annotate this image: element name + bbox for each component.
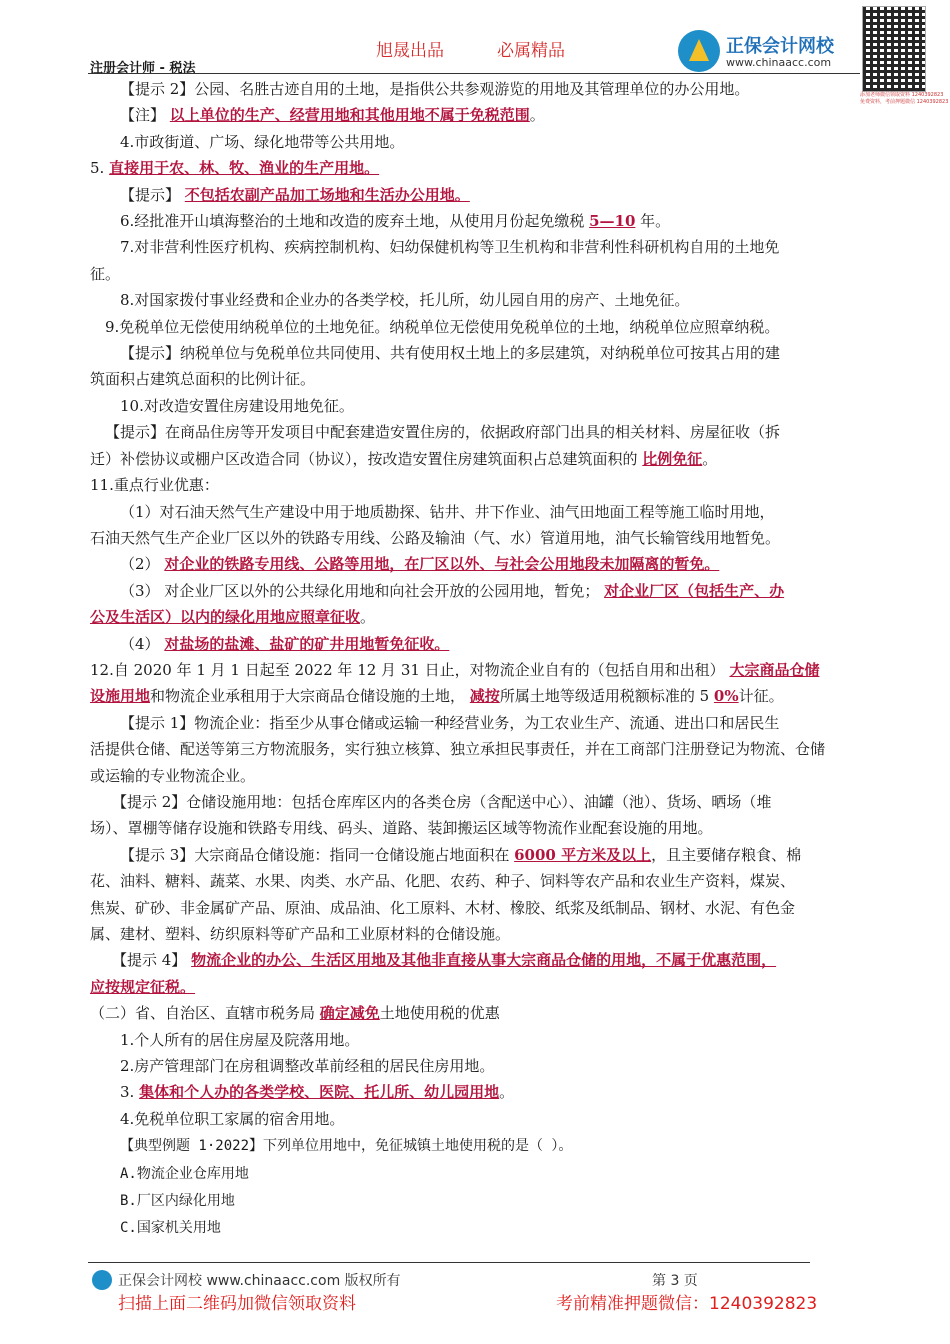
highlighted-text: 集体和个人办的各类学校、医院、托儿所、幼儿园用地: [139, 1083, 500, 1102]
text-segment: 6.经批准开山填海整治的土地和改造的废弃土地，从使用月份起免缴税: [120, 212, 590, 231]
text-segment: 或运输的专业物流企业。: [90, 766, 256, 785]
text-line: [90, 974, 862, 1000]
text-line: [90, 763, 862, 789]
text-segment: 土地使用税的优惠: [379, 1004, 500, 1023]
text-line: [90, 710, 862, 736]
text-line: [90, 895, 862, 921]
text-line: [90, 1106, 862, 1132]
text-segment: C.国家机关用地: [120, 1220, 221, 1237]
text-segment: 石油天然气生产企业厂区以外的铁路专用线、公路及输油（气、水）管道用地，油气长输管线用地暂免。: [90, 528, 781, 547]
highlighted-text: 应按规定征税。: [90, 977, 196, 996]
logo-name: 正保会计网校: [726, 36, 834, 57]
logo-mark-icon: [678, 30, 720, 72]
text-segment: 迁）补偿协议或棚户区改造合同（协议），按改造安置住房建筑面积占总建筑面积的: [90, 449, 643, 468]
text-segment: 【提示 2】仓储设施用地：包括仓库库区内的各类仓房（含配送中心）、油罐（池）、货场、晒场（堆: [112, 792, 772, 811]
highlighted-text: 对企业的铁路专用线、公路等用地，在厂区以外、与社会公用地段未加隔离的暂免。: [164, 555, 720, 574]
text-segment: 【提示】: [120, 185, 185, 204]
text-line: [90, 419, 862, 445]
text-segment: 。: [702, 449, 718, 468]
text-line: [90, 1132, 862, 1159]
text-segment: 2.房产管理部门在房租调整改革前经租的居民住房用地。: [120, 1057, 495, 1076]
text-segment: 7.对非营利性医疗机构、疾病控制机构、妇幼保健机构等卫生机构和非营利性科研机构自用的土地免: [120, 238, 780, 257]
header-slogan-2: 必属精品: [497, 41, 565, 61]
text-line: [90, 261, 862, 287]
text-segment: 所属土地等级适用税额标准的 5: [499, 687, 714, 706]
text-segment: 征。: [90, 264, 121, 283]
text-line: [90, 499, 862, 525]
highlighted-text: 减按: [469, 687, 500, 706]
highlighted-text: 物流企业的办公、生活区用地及其他非直接从事大宗商品仓储的用地，不属于优惠范围，: [191, 951, 777, 970]
text-line: [90, 921, 862, 947]
text-segment: 场）、罩棚等储存设施和铁路专用线、码头、道路、装卸搬运区域等物流作业配套设施的用地。: [90, 819, 713, 838]
text-segment: 【提示 4】: [112, 951, 192, 970]
document-body: [90, 76, 862, 1242]
text-segment: A.物流企业仓库用地: [120, 1165, 249, 1182]
text-segment: 【典型例题 1·2022】下列单位用地中，免征城镇土地使用税的是（ ）。: [120, 1138, 573, 1155]
footer-divider: [88, 1262, 810, 1263]
text-line: [90, 76, 862, 102]
text-segment: （2）: [120, 555, 165, 574]
text-segment: （4）: [120, 634, 165, 653]
footer-promo-left: 扫描上面二维码加微信领取资料: [118, 1294, 356, 1314]
text-segment: （1）对石油天然气生产建设中用于地质勘探、钻井、井下作业、油气田地面工程等施工临时用地，: [120, 502, 775, 521]
text-segment: 花、油料、糖料、蔬菜、水果、肉类、水产品、化肥、农药、种子、饲料等农产品和农业生产资料，煤炭、: [90, 872, 796, 891]
text-segment: 11.重点行业优惠：: [90, 476, 219, 495]
text-segment: 1.个人所有的居住房屋及院落用地。: [120, 1030, 360, 1049]
qr-caption: [860, 92, 949, 106]
text-line: [90, 446, 862, 472]
highlighted-text: 6000 平方米及以上: [514, 845, 652, 864]
text-line: [90, 393, 862, 419]
text-segment: 5.: [90, 159, 110, 178]
highlighted-text: 对盐场的盐滩、盐矿的矿井用地暂免征收。: [164, 634, 450, 653]
highlighted-text: 5—10: [589, 212, 636, 231]
highlighted-text: 对企业厂区（包括生产、办: [604, 581, 785, 600]
qr-caption-line-1: 添加老师微信领取资料 1240392823: [860, 92, 944, 98]
text-line: [90, 947, 862, 973]
text-line: [90, 1187, 862, 1214]
text-line: [90, 287, 862, 313]
text-segment: 活提供仓储、配送等第三方物流服务，实行独立核算、独立承担民事责任，并在工商部门注册登记为物流、仓储: [90, 740, 826, 759]
qr-caption-line-2: 免费资料，考前押题微信 1240392823: [860, 99, 949, 105]
text-line: [90, 604, 862, 630]
text-line: [90, 155, 862, 181]
footer-promo-right: 考前精准押题微信：1240392823: [556, 1294, 818, 1314]
text-segment: 属、建材、塑料、纺织原料等矿产品和工业原材料的仓储设施。: [90, 925, 511, 943]
text-segment: 焦炭、矿砂、非金属矿产品、原油、成品油、化工原料、木材、橡胶、纸浆及纸制品、钢材、水泥、有色金: [90, 898, 796, 917]
text-segment: ，且主要储存粮食、棉: [651, 845, 802, 864]
footer-copyright: 正保会计网校 www.chinaacc.com 版权所有: [118, 1273, 401, 1289]
highlighted-text: 不包括农副产品加工场地和生活办公用地。: [184, 185, 470, 204]
text-segment: 3.: [120, 1083, 140, 1102]
text-segment: 。: [529, 106, 545, 125]
text-line: [90, 366, 862, 392]
text-segment: 12.自 2020 年 1 月 1 日起至 2022 年 12 月 31 日止，对物流企业自有的（包括自用和出租）: [90, 660, 730, 679]
text-segment: 8.对国家拨付事业经费和企业办的各类学校，托儿所，幼儿园自用的房产、土地免征。: [120, 291, 690, 310]
document-header-title: 注册会计师 - 税法: [90, 61, 196, 76]
text-segment: 【提示】在商品住房等开发项目中配套建造安置住房的，依据政府部门出具的相关材料、房屋征收（拆: [105, 423, 781, 442]
text-line: [90, 578, 862, 604]
text-segment: 和物流企业承租用于大宗商品仓储设施的土地，: [150, 687, 470, 706]
text-line: [90, 314, 862, 340]
text-line: [90, 815, 862, 841]
text-segment: 9.免税单位无偿使用纳税单位的土地免征。纳税单位无偿使用免税单位的土地，纳税单位应照章纳税。: [105, 317, 780, 336]
text-segment: 计征。: [738, 687, 784, 706]
footer-logo-icon: [92, 1270, 112, 1290]
text-segment: （3） 对企业厂区以外的公共绿化用地和向社会开放的公园用地，暂免；: [120, 581, 605, 600]
text-segment: 筑面积占建筑总面积的比例计征。: [90, 370, 316, 389]
text-segment: 。: [499, 1083, 515, 1102]
text-segment: 年。: [635, 212, 671, 231]
text-line: [90, 472, 862, 498]
text-segment: 。: [360, 608, 376, 627]
text-line: [90, 1214, 862, 1241]
text-line: [90, 1027, 862, 1053]
logo-url: www.chinaacc.com: [726, 56, 832, 69]
text-line: [90, 340, 862, 366]
text-segment: 【提示 2】公园、名胜古迹自用的土地，是指供公共参观游览的用地及其管理单位的办公用地。: [120, 80, 750, 98]
text-line: [90, 1000, 862, 1026]
text-segment: 【提示 3】大宗商品仓储设施：指同一仓储设施占地面积在: [120, 845, 515, 864]
text-line: [90, 1053, 862, 1079]
text-line: [90, 1160, 862, 1187]
highlighted-text: 设施用地: [90, 687, 151, 706]
text-line: [90, 789, 862, 815]
text-line: [90, 182, 862, 208]
text-line: [90, 736, 862, 762]
text-segment: （二）省、自治区、直辖市税务局: [90, 1004, 320, 1023]
text-line: [90, 1079, 862, 1105]
highlighted-text: 0%: [713, 687, 739, 706]
text-line: [90, 129, 862, 155]
text-line: [90, 208, 862, 234]
text-line: [90, 102, 862, 128]
text-line: [90, 551, 862, 577]
highlighted-text: 大宗商品仓储: [729, 660, 820, 679]
highlighted-text: 比例免征: [642, 449, 703, 468]
highlighted-text: 公及生活区）以内的绿化用地应照章征收: [90, 608, 361, 627]
header-slogan-1: 旭晟出品: [376, 41, 444, 61]
text-segment: 【提示 1】物流企业：指至少从事仓储或运输一种经营业务，为工农业生产、流通、进出口和居民生: [120, 713, 780, 732]
text-line: [90, 868, 862, 894]
text-line: [90, 657, 862, 683]
text-line: [90, 842, 862, 868]
page-number: 第 3 页: [652, 1273, 698, 1289]
qr-code-icon: [862, 6, 926, 92]
highlighted-text: 以上单位的生产、经营用地和其他用地不属于免税范围: [169, 106, 530, 125]
text-line: [90, 525, 862, 551]
text-segment: 10.对改造安置住房建设用地免征。: [120, 396, 354, 415]
text-line: [90, 234, 862, 260]
highlighted-text: 确定减免: [319, 1004, 380, 1023]
text-segment: 【注】: [120, 106, 170, 125]
text-segment: 4.免税单位职工家属的宿舍用地。: [120, 1109, 345, 1128]
text-line: [90, 631, 862, 657]
highlighted-text: 直接用于农、林、牧、渔业的生产用地。: [109, 159, 380, 178]
text-segment: 【提示】纳税单位与免税单位共同使用、共有使用权土地上的多层建筑，对纳税单位可按其占用的建: [120, 344, 781, 363]
brand-logo: [678, 28, 858, 74]
text-segment: B.厂区内绿化用地: [120, 1193, 235, 1210]
text-segment: 4.市政街道、广场、绿化地带等公共用地。: [120, 132, 405, 151]
text-line: [90, 683, 862, 709]
